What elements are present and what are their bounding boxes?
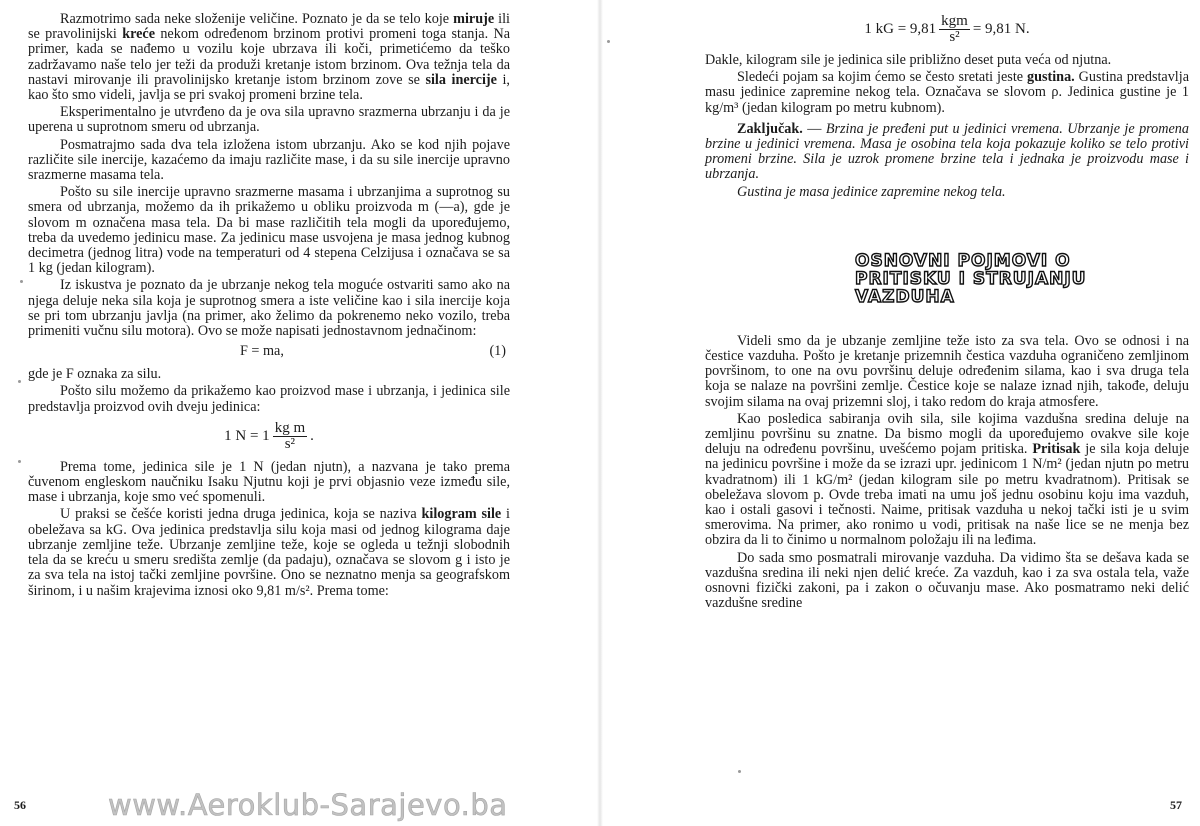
paragraph-kilogram-force: U praksi se češće koristi jedna druga jedinica, koja se naziva kilogram sile i obeležava sa kG. Ova jedinica predstavlja silu koja masi od jednog kilograma daje ubrzanje zemljine teže. Ubrzanje zemljine teže, koje se ogleda u težnji slobodnih tela da se kreću u smeru središta zemlje (da padaju), označava se slovom g i isto je za sva tela na istoj tački zemljine površine. Ono se neznatno menja sa geografskom širinom, i u našim krajevima iznosi oko 9,81 m/s². Prema tome: <box>28 506 511 599</box>
term-miruje: miruje <box>453 11 495 27</box>
right-text-column <box>705 14 1189 613</box>
formula-newton-unit: 1 N = 1 $\frac{\text{kg m}}{\text{s²}}$ . <box>224 419 314 452</box>
page-number-right: 57 <box>1170 798 1182 812</box>
scan-speck <box>607 40 610 43</box>
paragraph-force-unit: Pošto silu možemo da prikažemo kao proizvod mase i ubrzanja, i jedinica sile predstavlja proizvod ovih dveju jedinica: <box>28 383 510 415</box>
paragraph-air-motion: Do sada smo posmatrali mirovanje vazduha. Da vidimo šta se dešava kada se vazdušna sredina ili neki njen delić kreće. Za vazduh, kao i za sva ostala tela, važe osnovni fizički zakoni, pa i zakon o očuvanju mase. Ako posmatramo neki delić vazdušne sredine <box>705 549 1189 612</box>
paragraph-kg-vs-newton: Dakle, kilogram sile je jedinica sile približno deset puta veća od njutna. <box>705 52 1112 68</box>
left-text-column <box>28 12 510 601</box>
paragraph-density: Sledeći pojam sa kojim ćemo se često sretati jeste gustina. Gustina predstavlja masu jedinice zapremine nekog tela. Označava se slovom ρ. Jedinica gustine je 1 kg/m³ (jedan kilogram po metru kubnom). <box>705 69 1189 116</box>
paragraph-newton: Prema tome, jedinica sile je 1 N (jedan njutn), a nazvana je tako prema čuvenom engleskom naučniku Isaku Njutnu koji je prvi objasnio veze između sile, mase i ubrzanja, koje smo već spomenuli. <box>28 458 510 506</box>
site-watermark: www.Aeroklub-Sarajevo.ba <box>108 788 508 822</box>
formula-newton <box>28 341 510 363</box>
term-zakljucak: Zaključak. <box>737 120 803 137</box>
fraction: $\frac{\text{kg m}}{\text{s²}}$ <box>274 419 306 452</box>
scan-speck <box>18 460 21 463</box>
section-heading: OSNOVNI POJMOVI O PRITISKU I STRUJANJU VAZDUHA <box>855 250 1087 307</box>
paragraph-density-definition: Gustina je masa jedinice zapremine nekog tela. <box>737 183 1006 200</box>
term-sila-inercije: sila inercije <box>425 71 497 88</box>
page-number-left: 56 <box>14 798 26 812</box>
paragraph-conclusion: Zaključak. — Brzina je pređeni put u jedinici vremena. Ubrzanje je promena brzine u jedinici vremena. Masa je osobina tela koja pokazuje koliko se telo protivi promeni brzine. Sila je uzrok promene brzine tela i jednaka je proizvodu mase i ubrzanja. <box>705 120 1189 183</box>
scan-speck <box>20 280 23 283</box>
term-gustina: gustina. <box>1027 69 1075 86</box>
paragraph-mass-unit: Pošto su sile inercije upravno srazmerne masama i ubrzanjima a suprotnog su smera od ubrzanja, možemo da ih prikažemo u obliku proizvoda m (—a), gde je slovom m označena masa tela. Da bi mase različitih tela mogli da upoređujemo, treba da uvedemo jedinicu mase. Za jedinicu mase usvojena je masa jednog kubnog decimetra (jednog litra) vode na temperaturi od 4 stepena Celzijusa i označava se sa 1 kg (jedan kilogram). <box>28 184 510 277</box>
formula-number: (1) <box>489 343 506 360</box>
paragraph-experience: Iz iskustva je poznato da je ubrzanje nekog tela moguće ostvariti samo ako na njega deluje neka sila koja je suprotnog smera a iste veličine kao i sila inercije koja se pri tom ubrzanju javlja (na primer, ako želimo da pokrenemo neko vozilo, treba primeniti vučnu silu motora). Ovo se može napisati jednostavnom jednačinom: <box>28 277 510 340</box>
formula-kilogram-force: 1 kG = 9,81 $\frac{\text{kgm}}{\text{s²}}$ = 9,81 N. <box>864 13 1030 45</box>
fraction: $\frac{\text{kgm}}{\text{s²}}$ <box>941 13 968 45</box>
paragraph-gravity-air: Videli smo da je ubzanje zemljine teže isto za sva tela. Ovo se odnosi i na čestice vazduha. Pošto je kretanje prizemnih čestica vazduha ograničeno zemljinom površinom, to one na ovu površinu deluje određenim silama, kao i sva druga tela koja se nalaze na površini zemlje. Čestice koje se nalaze iznad njih, takođe, deluju svojim silama na ovaj prizemni sloj, i tako redom do kraja atmosfere. <box>705 332 1189 410</box>
paragraph-pressure: Kao posledica sabiranja ovih sila, sile kojima vazdušna sredina deluje na zemljinu površinu su znatne. Da bismo mogli da upoređujemo ovakve sile koje deluju na određenu površinu, uvešćemo pojam pritiska. Pritisak je sila koja deluje na jedinicu površine i može da se izrazi upr. jedinicom 1 N/m² (jedan njutn po metru kvadratnom) ili 1 kG/m² (jedan kilogram sile po metru kvadratnom). Pritisak se obeležava slovom p. Ovde treba imati na umu još jednu osobinu koju ima vazduh, kao i ostali gasovi i tečnosti. Naime, pritisak vazduha u nekoj tački isti je u svim smerovima. Na primer, ako ronimo u vodi, pritisak na naše lice se ne menja bez obzira da li to činimo u normalnom položaju ili na leđima. <box>705 410 1189 549</box>
scan-speck <box>738 770 741 773</box>
paragraph-inertia: Razmotrimo sada neke složenije veličine. Poznato je da se telo koje miruje ili se pravolinijski kreće nekom određenom brzinom protivi promeni toga stanja. Na primer, kada se nađemo u vozilu koje ubrzava ili koči, primetićemo da teško zadržavamo naše telo jer teži da produži kretanje istom brzinom. Ova težnja tela da nastavi mirovanje ili pravolinijsko kretanje istom brzinom zove se sila inercije i, kao što smo videli, javlja se pri svakoj promeni brzine tela. <box>28 11 511 104</box>
term-kilogram-sile: kilogram sile <box>421 506 502 523</box>
formula-expression: F = ma, <box>240 343 284 360</box>
paragraph-experiment: Eksperimentalno je utvrđeno da je ova sila upravno srazmerna ubrzanju i da je uperena u suprotnom smeru od ubrzanja. <box>28 104 510 136</box>
paragraph-two-bodies: Posmatrajmo sada dva tela izložena istom ubrzanju. Ako se kod njih pojave različite sile inercije, kazaćemo da imaju različite mase, i da su sile inercije upravno srazmerne masama tela. <box>28 136 510 184</box>
paragraph-force-symbol: gde je F oznaka za silu. <box>28 366 162 383</box>
right-page <box>600 0 1200 826</box>
term-krece: kreće <box>122 26 156 43</box>
scan-speck <box>18 380 21 383</box>
term-pritisak: Pritisak <box>1032 441 1081 458</box>
